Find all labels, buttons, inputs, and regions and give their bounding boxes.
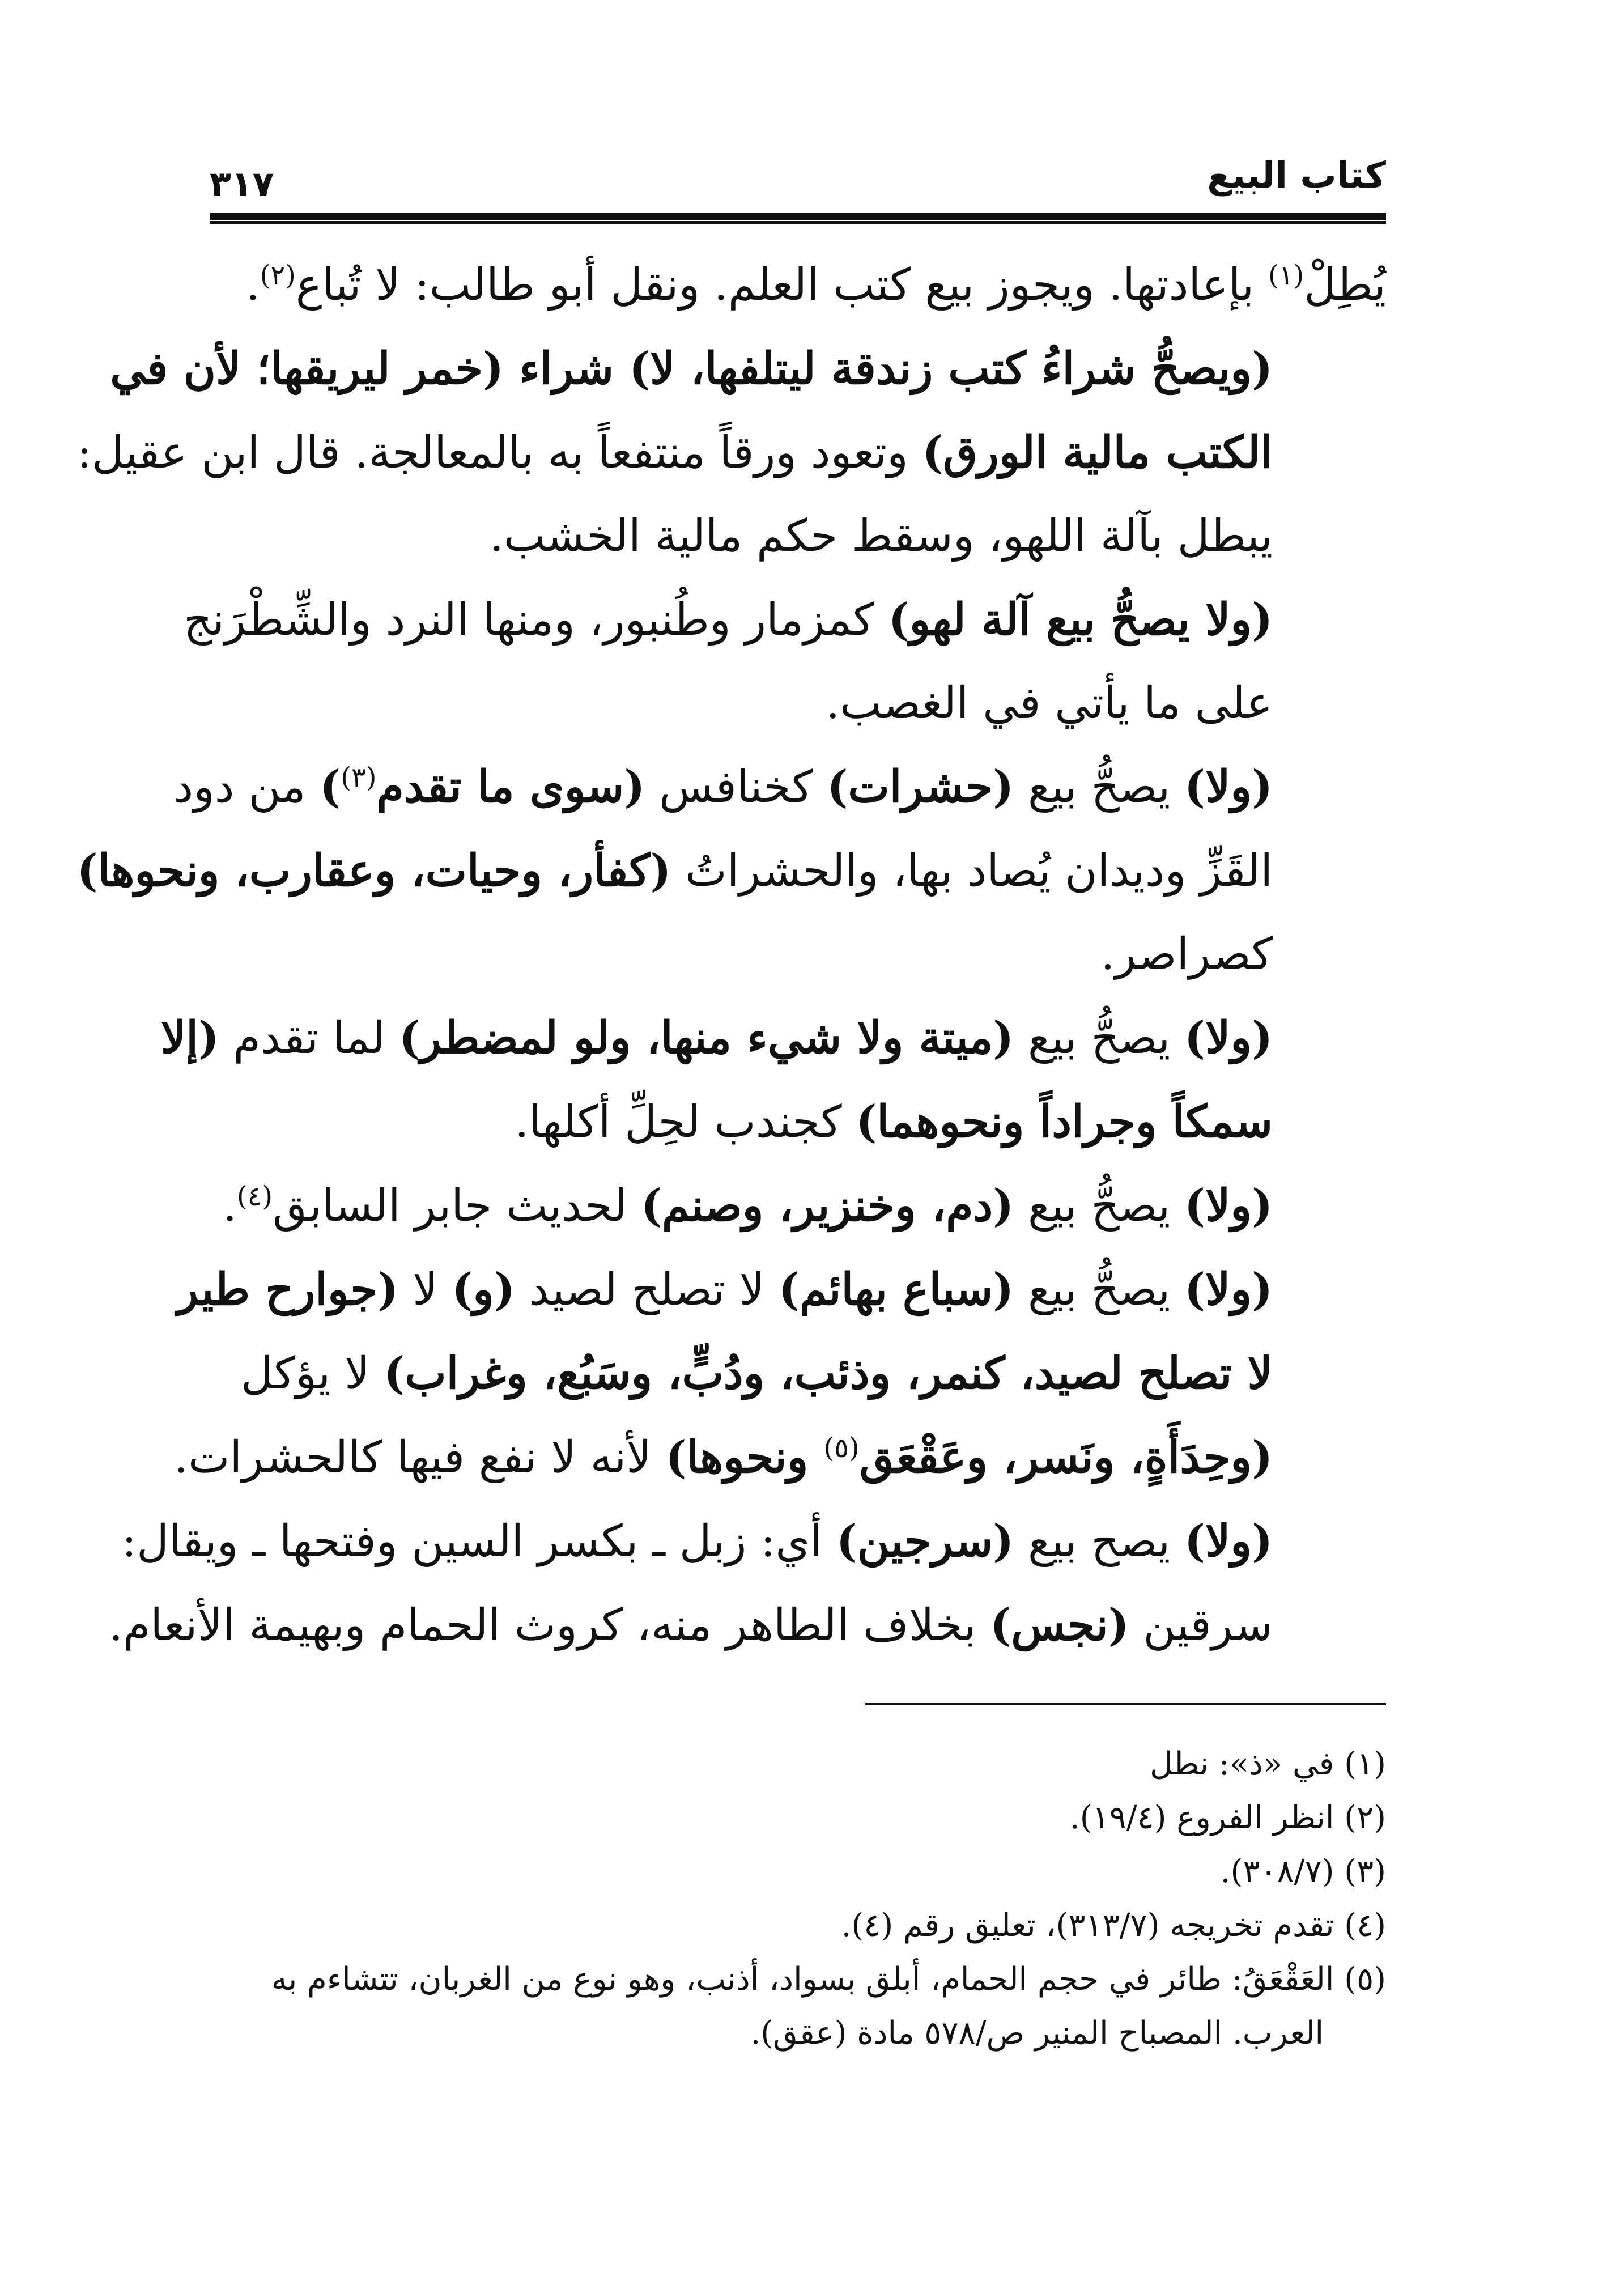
- matn-text: (وحِدَأَةٍ، ونَسر، وعَقْعَق: [859, 1432, 1273, 1483]
- matn-text: (ميتة ولا شيء منها، ولو لمضطر): [399, 1012, 1014, 1064]
- sharh-text: لحديث جابر السابق: [273, 1181, 641, 1232]
- text-line: [210, 244, 1386, 327]
- text-line: [121, 1500, 1386, 1583]
- matn-text: (جوارح طير: [177, 1264, 399, 1315]
- matn-text: سمكاً وجراداً ونحوهما): [856, 1096, 1273, 1148]
- text-line: [210, 913, 1386, 996]
- matn-text: (ولا): [1184, 761, 1273, 813]
- footnote: (٤) تقدم تخريجه (٣١٣/٧)، تعليق رقم (٤).: [841, 1907, 1386, 1944]
- sharh-text: يصحُّ بيع: [1014, 1181, 1185, 1232]
- matn-text: (ولا): [1184, 1012, 1273, 1064]
- sharh-text: أي: زبل ـ بكسر السين وفتحها ـ ويقال:: [121, 1516, 836, 1567]
- sharh-text: لا يؤكل: [240, 1348, 384, 1399]
- sharh-text: لا: [398, 1264, 452, 1315]
- matn-text: لا تصلح لصيد، كنمر، وذئب، ودُبٍّ، وسَبُع، وغراب): [384, 1348, 1273, 1399]
- matn-text: ): [320, 761, 341, 813]
- text-line: [210, 1332, 1386, 1416]
- sharh-text: كجندب لحِلِّ أكلها.: [515, 1097, 856, 1148]
- matn-text: (ولا يصحُّ بيع آلة لهو): [888, 594, 1273, 646]
- sharh-text: كخنافس: [645, 762, 827, 813]
- text-line: [210, 662, 1386, 745]
- sharh-text: لما تقدم: [219, 1013, 399, 1064]
- sharh-text: لا تصلح لصيد: [515, 1264, 779, 1315]
- paragraph: [109, 1500, 1386, 1667]
- matn-text: الكتب مالية الورق): [922, 427, 1273, 478]
- matn-text: (دم، وخنزير، وصنم): [641, 1180, 1014, 1232]
- sharh-text: لأنه لا نفع فيها كالحشرات.: [174, 1432, 666, 1483]
- matn-text: (ولا): [1184, 1180, 1273, 1232]
- footnote-ref: (٢): [260, 260, 296, 291]
- matn-text: (سباع بهائم): [778, 1264, 1014, 1315]
- sharh-text: يُطِلْ: [1304, 260, 1386, 311]
- matn-text: (و): [452, 1264, 515, 1315]
- sharh-text: وتعود ورقاً منتفعاً به بالمعالجة. قال ابن عقيل:: [76, 427, 922, 478]
- matn-text: (إلا: [160, 1012, 219, 1064]
- sharh-text: .: [245, 260, 260, 311]
- matn-text: (نجس): [990, 1599, 1129, 1651]
- sharh-text: بإعادتها. ويجوز بيع كتب العلم. ونقل أبو طالب: لا تُباع: [295, 260, 1268, 311]
- sharh-text: على ما يأتي في الغصب.: [826, 678, 1273, 729]
- running-title: كتاب البيع: [1207, 155, 1386, 197]
- text-line: [160, 996, 1386, 1080]
- text-line: [184, 578, 1386, 662]
- text-line: [76, 411, 1386, 495]
- sharh-text: .: [223, 1181, 237, 1232]
- sharh-text: يصحُّ بيع: [1014, 762, 1185, 813]
- sharh-text: يبطل بآلة اللهو، وسقط حكم مالية الخشب.: [490, 511, 1273, 562]
- sharh-text: يصحُّ بيع: [1014, 1264, 1185, 1315]
- matn-text: (ويصحُّ شراءُ كتب زندقة ليتلفها، لا) شراء (خمر ليريقها؛ لأن في: [110, 343, 1273, 394]
- sharh-text: كصراصر.: [1100, 929, 1273, 980]
- text-line: [109, 1583, 1386, 1667]
- text-line: [210, 495, 1386, 578]
- text-line: [76, 829, 1386, 913]
- paragraph: [76, 745, 1386, 996]
- paragraph: [210, 1164, 1386, 1248]
- footnote: العرب. المصباح المنير ص/٥٧٨ مادة (عقق).: [750, 2015, 1324, 2052]
- paragraph: [184, 578, 1386, 745]
- matn-text: (ولا): [1184, 1515, 1273, 1567]
- text-line: [173, 745, 1386, 829]
- text-line: [177, 1248, 1386, 1332]
- footnote-ref: (١): [1268, 260, 1304, 291]
- sharh-text: من دود: [173, 762, 320, 813]
- matn-text: ونحوها): [665, 1432, 824, 1483]
- footnote: (١) في «ذ»: نطل: [1150, 1746, 1386, 1782]
- footnote-ref: (٤): [236, 1181, 273, 1212]
- text-line: [174, 1416, 1386, 1500]
- footnote-separator: [865, 1703, 1386, 1705]
- text-line: [210, 1164, 1386, 1248]
- footnotes: [210, 1737, 1386, 2060]
- footnote: (٣) (٣٠٨/٧).: [1220, 1853, 1386, 1890]
- text-line: [110, 327, 1386, 411]
- footnote-ref: (٥): [823, 1432, 860, 1464]
- header-rule: [210, 213, 1386, 224]
- body-text: [76, 244, 1386, 1667]
- sharh-text: يصحُّ بيع: [1014, 1013, 1185, 1064]
- sharh-text: بخلاف الطاهر منه، كروث الحمام وبهيمة الأنعام.: [109, 1600, 990, 1651]
- page-header: [210, 145, 1386, 213]
- matn-text: (حشرات): [827, 761, 1014, 813]
- page-number: ٣١٧: [210, 163, 274, 205]
- matn-text: (كفأر، وحيات، وعقارب، ونحوها): [76, 845, 671, 897]
- sharh-text: كمزمار وطُنبور، ومنها النرد والشِّطْرَنج: [184, 595, 888, 646]
- sharh-text: القَزِّ وديدان يُصاد بها، والحشراتُ: [671, 846, 1273, 897]
- paragraph: [210, 244, 1386, 327]
- matn-text: (ولا): [1184, 1264, 1273, 1315]
- paragraph: [76, 327, 1386, 578]
- text-line: [210, 1080, 1386, 1164]
- matn-text: (سوى ما تقدم: [376, 761, 645, 813]
- paragraph: [160, 996, 1386, 1164]
- paragraph: [174, 1248, 1386, 1500]
- sharh-text: يصح بيع: [1014, 1516, 1185, 1567]
- matn-text: (سرجين): [836, 1515, 1014, 1567]
- footnote-ref: (٣): [341, 762, 377, 793]
- footnote: (٢) انظر الفروع (١٩/٤).: [1069, 1799, 1386, 1836]
- footnote: (٥) العَقْعَقُ: طائر في حجم الحمام، أبلق بسواد، أذنب، وهو نوع من الغربان، تتشاءم به: [271, 1961, 1386, 1998]
- sharh-text: سرقين: [1129, 1600, 1273, 1651]
